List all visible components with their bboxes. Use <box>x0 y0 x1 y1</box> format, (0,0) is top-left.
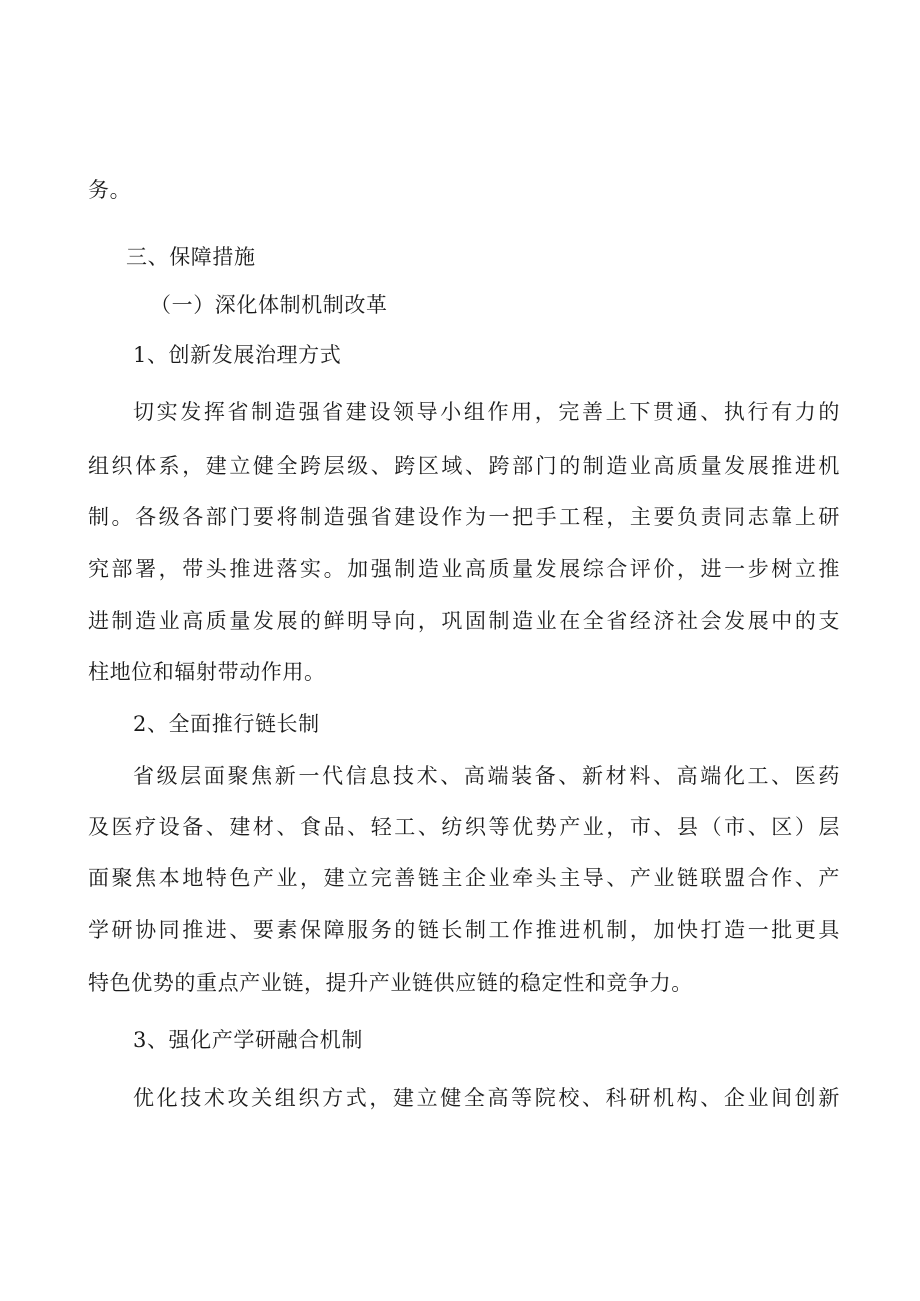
paragraph-line: 制。各级各部门要将制造强省建设作为一把手工程，主要负责同志靠上研 <box>88 505 840 529</box>
item-heading: 2、全面推行链长制 <box>133 712 320 736</box>
paragraph-line: 柱地位和辐射带动作用。 <box>88 660 326 684</box>
section-heading: 三、保障措施 <box>126 245 256 269</box>
paragraph-line: 究部署，带头推进落实。加强制造业高质量发展综合评价，进一步树立推 <box>88 557 840 581</box>
paragraph-line: 及医疗设备、建材、食品、轻工、纺织等优势产业，市、县（市、区）层 <box>88 815 840 839</box>
paragraph-line: 学研协同推进、要素保障服务的链长制工作推进机制，加快打造一批更具 <box>88 918 840 942</box>
paragraph-line: 切实发挥省制造强省建设领导小组作用，完善上下贯通、执行有力的 <box>133 400 840 424</box>
continuation-text: 务。 <box>88 178 132 202</box>
paragraph-line: 面聚焦本地特色产业，建立完善链主企业牵头主导、产业链联盟合作、产 <box>88 866 840 890</box>
subsection-heading: （一）深化体制机制改革 <box>150 293 388 317</box>
paragraph-line: 省级层面聚焦新一代信息技术、高端装备、新材料、高端化工、医药 <box>133 764 840 788</box>
item-heading: 3、强化产学研融合机制 <box>133 1028 363 1052</box>
paragraph-line: 进制造业高质量发展的鲜明导向，巩固制造业在全省经济社会发展中的支 <box>88 609 840 633</box>
paragraph-line: 组织体系，建立健全跨层级、跨区域、跨部门的制造业高质量发展推进机 <box>88 454 840 478</box>
paragraph-line: 优化技术攻关组织方式，建立健全高等院校、科研机构、企业间创新 <box>133 1086 840 1110</box>
item-heading: 1、创新发展治理方式 <box>133 343 342 367</box>
paragraph-line: 特色优势的重点产业链，提升产业链供应链的稳定性和竞争力。 <box>88 971 693 995</box>
